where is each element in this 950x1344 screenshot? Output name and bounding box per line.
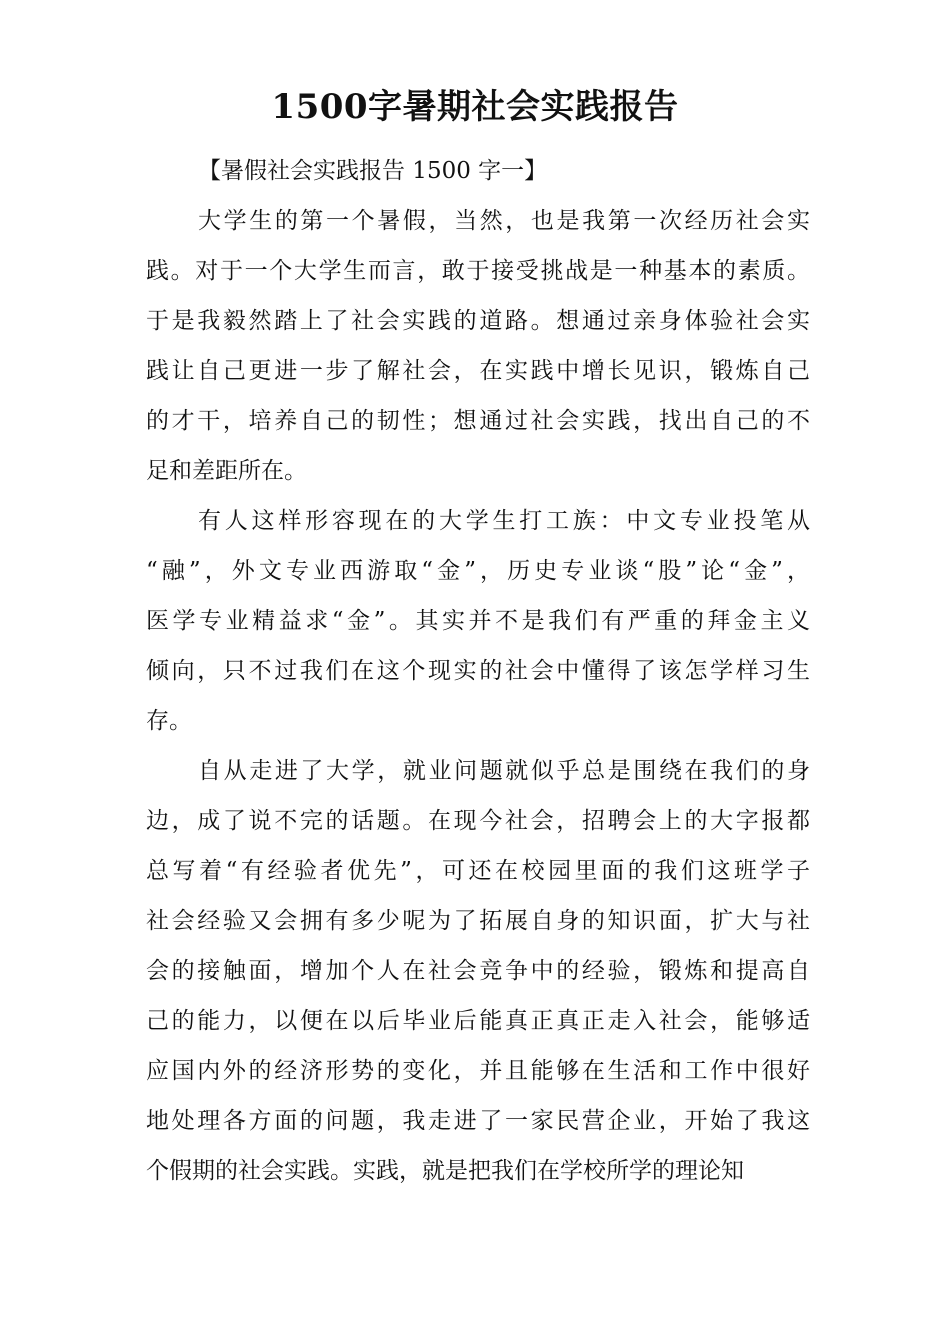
paragraph-line: 个假期的社会实践。实践，就是把我们在学校所学的理论知	[146, 1158, 744, 1184]
document-body	[146, 146, 810, 1196]
document-title: 1500字暑期社会实践报告	[271, 87, 679, 127]
paragraph-line: 于是我毅然踏上了社会实践的道路。想通过亲身体验社会实	[146, 308, 810, 334]
paragraph-line: 有人这样形容现在的大学生打工族：中文专业投笔从	[198, 508, 810, 534]
document-subtitle: 【暑假社会实践报告 1500 字一】	[198, 158, 548, 184]
paragraph-3	[146, 746, 810, 1196]
paragraph-line: 大学生的第一个暑假，当然，也是我第一次经历社会实	[198, 208, 810, 234]
paragraph-line: 倾向，只不过我们在这个现实的社会中懂得了该怎学样习生	[146, 658, 810, 684]
paragraph-line: 存。	[146, 708, 192, 734]
paragraph-line: 的才干，培养自己的韧性；想通过社会实践，找出自己的不	[146, 408, 810, 434]
paragraph-line: 社会经验又会拥有多少呢为了拓展自身的知识面，扩大与社	[146, 908, 810, 934]
paragraph-line: 践。对于一个大学生而言，敢于接受挑战是一种基本的素质。	[146, 258, 810, 284]
paragraph-line: 应国内外的经济形势的变化，并且能够在生活和工作中很好	[146, 1058, 810, 1084]
paragraph-line: 足和差距所在。	[146, 458, 307, 484]
paragraph-line: 自从走进了大学，就业问题就似乎总是围绕在我们的身	[198, 758, 810, 784]
paragraph-line: 医学专业精益求“金”。其实并不是我们有严重的拜金主义	[146, 608, 810, 634]
paragraph-line: 总写着“有经验者优先”，可还在校园里面的我们这班学子	[146, 858, 810, 884]
paragraph-line: 边，成了说不完的话题。在现今社会，招聘会上的大字报都	[146, 808, 810, 834]
paragraph-line: “融”，外文专业西游取“金”，历史专业谈“股”论“金”，	[146, 558, 810, 584]
paragraph-line: 己的能力，以便在以后毕业后能真正真正走入社会，能够适	[146, 1008, 810, 1034]
paragraph-line: 会的接触面，增加个人在社会竞争中的经验，锻炼和提高自	[146, 958, 810, 984]
paragraph-line: 地处理各方面的问题，我走进了一家民营企业，开始了我这	[146, 1108, 810, 1134]
paragraph-2	[146, 496, 810, 746]
paragraph-1	[146, 196, 810, 496]
paragraph-line: 践让自己更进一步了解社会，在实践中增长见识，锻炼自己	[146, 358, 810, 384]
